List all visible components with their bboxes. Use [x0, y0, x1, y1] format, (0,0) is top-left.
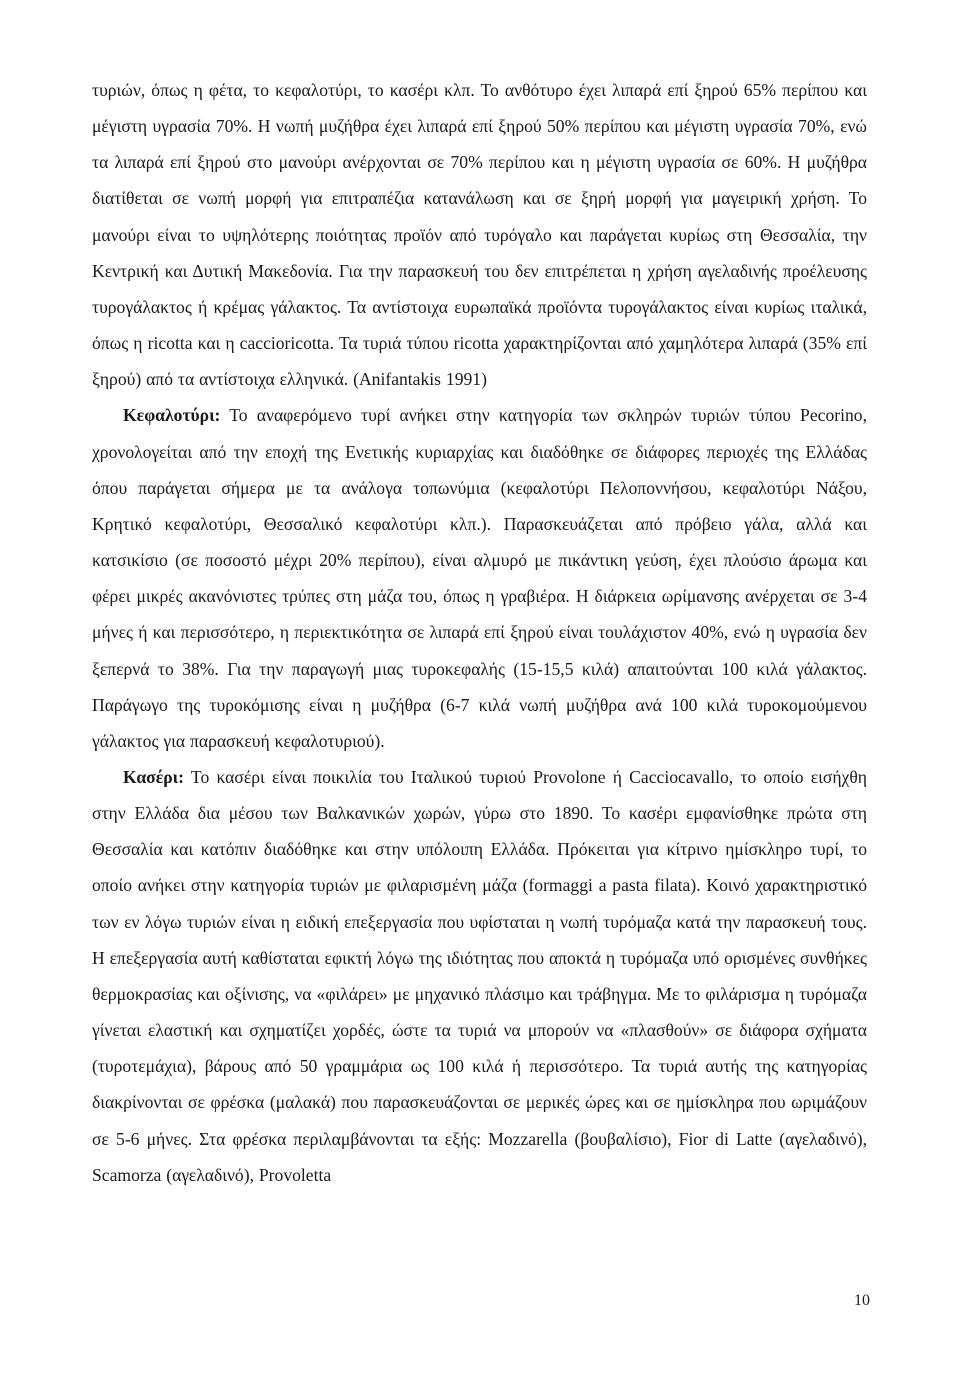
paragraph-whey-cheeses — [92, 72, 867, 397]
paragraph-kefalotyri — [92, 397, 867, 759]
paragraph-text: Το κασέρι είναι ποικιλία του Ιταλικού τυριού Provolone ή Cacciocavallo, το οποίο εισήχθη στην Ελλάδα δια μέσου των Βαλκανικών χωρών, γύρω στο 1890. Το κασέρι εμφανίσθηκε πρώτα στη Θεσσαλία και κατόπιν διαδόθηκε και στην υπόλοιπη Ελλάδα. Πρόκειται για κίτρινο ημίσκληρο τυρί, το οποίο ανήκει στην κατηγορία τυριών με φιλαρισμένη μάζα (formaggi a pasta filata). Κοινό χαρακτηριστικό των εν λόγω τυριών είναι η ειδική επεξεργασία που υφίσταται η νωπή τυρόμαζα κατά την παρασκευή τους. Η επεξεργασία αυτή καθίσταται εφικτή λόγω της ιδιότητας που αποκτά η τυρόμαζα υπό ορισμένες συνθήκες θερμοκρασίας και οξίνισης, να «φιλάρει» με μηχανικό πλάσιμο και τράβηγμα. Με το φιλάρισμα η τυρόμαζα γίνεται ελαστική και σχηματίζει χορδές, ώστε τα τυριά να μπορούν να «πλασθούν» σε διάφορα σχήματα (τυροτεμάχια), βάρους από 50 γραμμάρια ως 100 κιλά ή περισσότερο. Τα τυριά αυτής της κατηγορίας διακρίνονται σε φρέσκα (μαλακά) που παρασκευάζονται σε μερικές ώρες και σε ημίσκληρα που ωριμάζουν σε 5-6 μήνες. Στα φρέσκα περιλαμβάνονται τα εξής: Mozzarella (βουβαλίσιο), Fior di Latte (αγελαδινό), Scamorza (αγελαδινό), Provoletta — [92, 766, 867, 1185]
paragraph-text: Το αναφερόμενο τυρί ανήκει στην κατηγορία των σκληρών τυριών τύπου Pecorino, χρονολογείται από την εποχή της Ενετικής κυριαρχίας και διαδόθηκε σε διάφορες περιοχές της Ελλάδας όπου παράγεται σήμερα με τα ανάλογα τοπωνύμια (κεφαλοτύρι Πελοποννήσου, κεφαλοτύρι Νάξου, Κρητικό κεφαλοτύρι, Θεσσαλικό κεφαλοτύρι κλπ.). Παρασκευάζεται από πρόβειο γάλα, αλλά και κατσικίσιο (σε ποσοστό μέχρι 20% περίπου), είναι αλμυρό με πικάντικη γεύση, έχει πλούσιο άρωμα και φέρει μικρές ακανόνιστες τρύπες στη μάζα του, όπως η γραβιέρα. Η διάρκεια ωρίμανσης ανέρχεται σε 3-4 μήνες ή και περισσότερο, η περιεκτικότητα σε λιπαρά επί ξηρού είναι τουλάχιστον 40%, ενώ η υγρασία δεν ξεπερνά το 38%. Για την παραγωγή μιας τυροκεφαλής (15-15,5 κιλά) απαιτούνται 100 κιλά γάλακτος. Παράγωγο της τυροκόμισης είναι η μυζήθρα (6-7 κιλά νωπή μυζήθρα ανά 100 κιλά τυροκομούμενου γάλακτος για παρασκευή κεφαλοτυριού). — [92, 405, 867, 751]
term-kaseri: Κασέρι: — [123, 766, 184, 787]
page-number: 10 — [854, 1292, 870, 1309]
paragraph-text: τυριών, όπως η φέτα, το κεφαλοτύρι, το κασέρι κλπ. Το ανθότυρο έχει λιπαρά επί ξηρού 65% περίπου και μέγιστη υγρασία 70%. Η νωπή μυζήθρα έχει λιπαρά επί ξηρού 50% περίπου και μέγιστη υγρασία 70%, ενώ τα λιπαρά επί ξηρού στο μανούρι ανέρχονται σε 70% περίπου και η μέγιστη υγρασία σε 60%. Η μυζήθρα διατίθεται σε νωπή μορφή για επιτραπέζια κατανάλωση και σε ξηρή μορφή για μαγειρική χρήση. Το μανούρι είναι το υψηλότερης ποιότητας προϊόν από τυρόγαλο και παράγεται κυρίως στη Θεσσαλία, την Κεντρική και Δυτική Μακεδονία. Για την παρασκευή του δεν επιτρέπεται η χρήση αγελαδινής προέλευσης τυρογάλακτος ή κρέμας γάλακτος. Τα αντίστοιχα ευρωπαϊκά προϊόντα τυρογάλακτος είναι κυρίως ιταλικά, όπως η ricotta και η caccioricotta. Τα τυριά τύπου ricotta χαρακτηρίζονται από χαμηλότερα λιπαρά (35% επί ξηρού) από τα αντίστοιχα ελληνικά. (Anifantakis 1991) — [92, 80, 867, 390]
document-page — [92, 72, 867, 1193]
paragraph-kaseri — [92, 759, 867, 1193]
term-kefalotyri: Κεφαλοτύρι: — [123, 405, 221, 426]
